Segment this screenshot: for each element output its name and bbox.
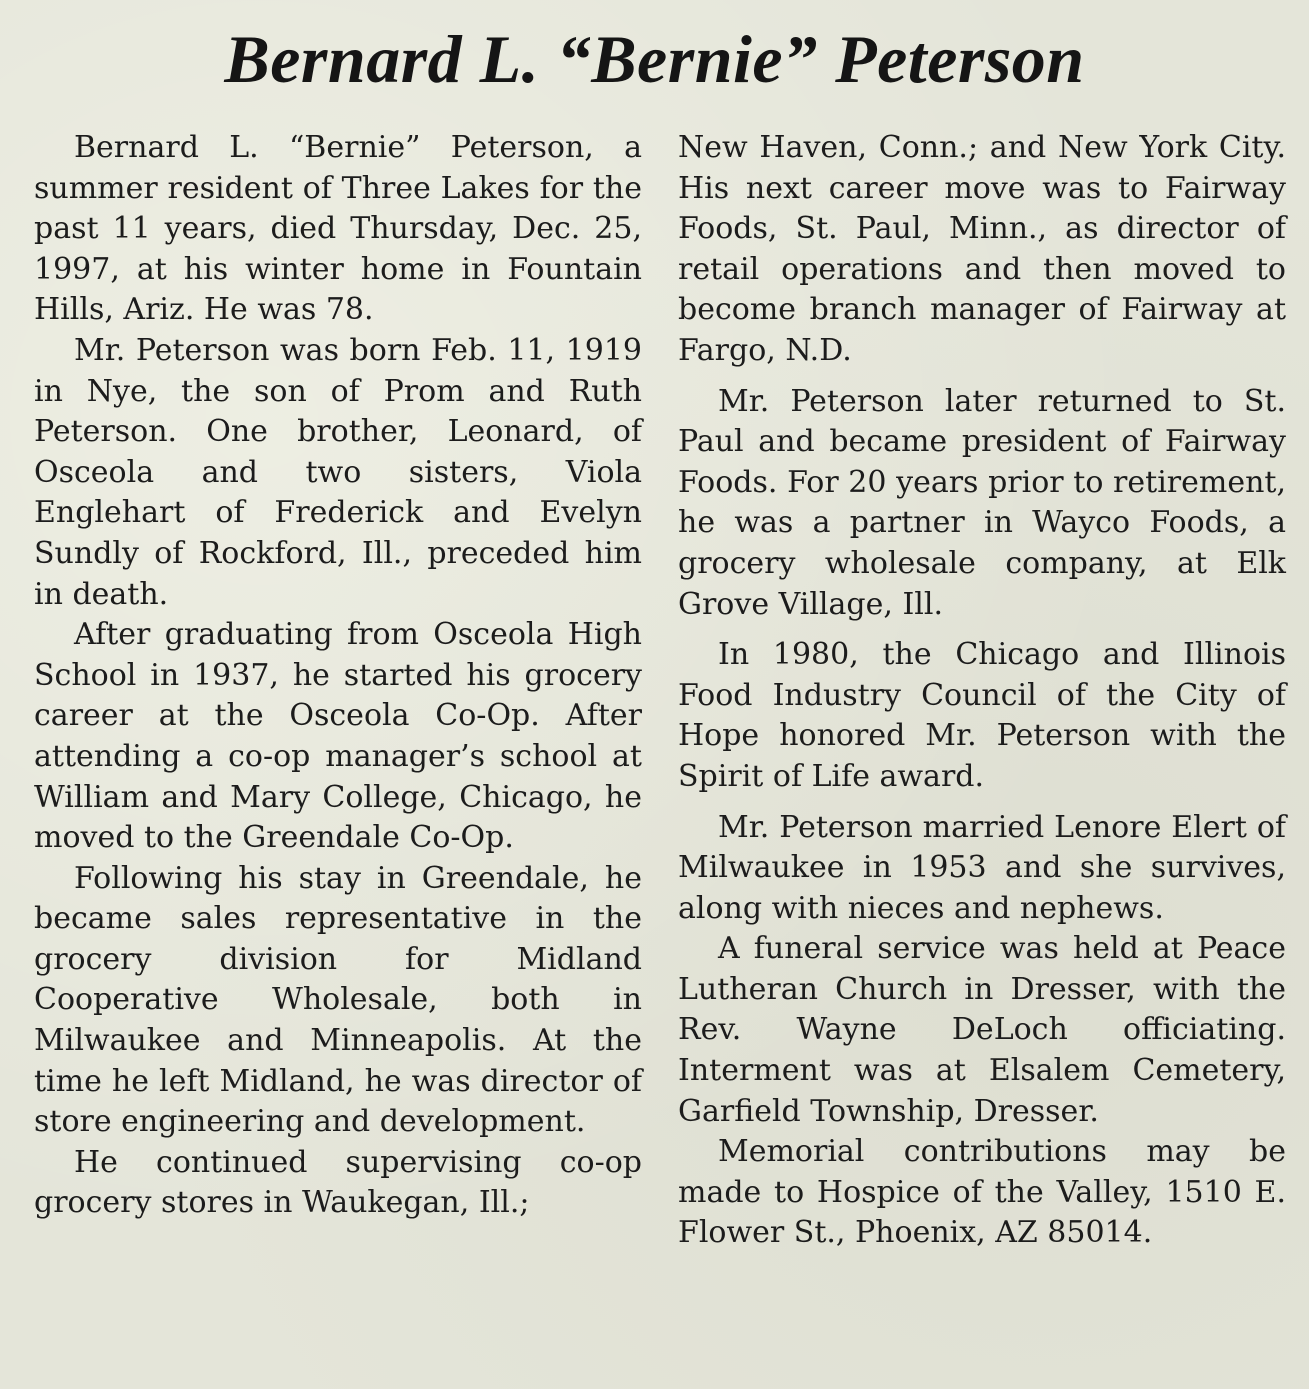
- paragraph-fairway-president: Mr. Peterson later returned to St. Paul and became president of Fairway Foods. For 20 years prior to retirement, he was a partner in Wayco Foods, a grocery wholesale company, at Elk Grove Village, Ill.: [678, 383, 1286, 622]
- paragraph-death-notice: Bernard L. “Bernie” Peterson, a summer resident of Three Lakes for the past 11 years, died Thursday, Dec. 25, 1997, at his winter home in Fountain Hills, Ariz. He was 78.: [34, 130, 642, 328]
- paragraph-funeral: A funeral service was held at Peace Lutheran Church in Dresser, with the Rev. Wayne DeLoch officiating. Interment was at Elsalem Cemetery, Garfield Township, Dresser.: [678, 931, 1286, 1129]
- paragraph-birth-family: Mr. Peterson was born Feb. 11, 1919 in Nye, the son of Prom and Ruth Peterson. One brother, Leonard, of Osceola and two sisters, Viola Englehart of Frederick and Evelyn Sundly of Rockford, Ill., preceded him in death.: [34, 332, 642, 612]
- paragraph-award: In 1980, the Chicago and Illinois Food Industry Council of the City of Hope honored Mr. Peterson with the Spirit of Life award.: [678, 637, 1286, 794]
- paragraph-memorial: Memorial contributions may be made to Hospice of the Valley, 1510 E. Flower St., Phoenix, AZ 85014.: [678, 1134, 1286, 1251]
- paragraph-midland: Following his stay in Greendale, he became sales representative in the grocery division for Midland Cooperative Wholesale, both in Milwaukee and Minneapolis. At the time he left Midland, he was director of store engineering and development.: [34, 860, 642, 1140]
- right-column: [678, 128, 1286, 1254]
- paragraph-supervising: He continued supervising co-op grocery stores in Waukegan, Ill.;: [34, 1144, 642, 1221]
- paragraph-early-career: After graduating from Osceola High School in 1937, he started his grocery career at the Osceola Co-Op. After attending a co-op manager’s school at William and Mary College, Chicago, he moved to the Greendale Co-Op.: [34, 617, 642, 856]
- paragraph-marriage: Mr. Peterson married Lenore Elert of Milwaukee in 1953 and she survives, along with nieces and nephews.: [678, 809, 1286, 926]
- paragraph-supervising-continued: New Haven, Conn.; and New York City. His next career move was to Fairway Foods, St. Paul, Minn., as director of retail operations and then moved to become branch manager of Fairway at Fargo, N.D.: [678, 130, 1286, 368]
- obituary-headline: Bernard L. “Bernie” Peterson: [224, 21, 1085, 97]
- left-column: [34, 128, 642, 1225]
